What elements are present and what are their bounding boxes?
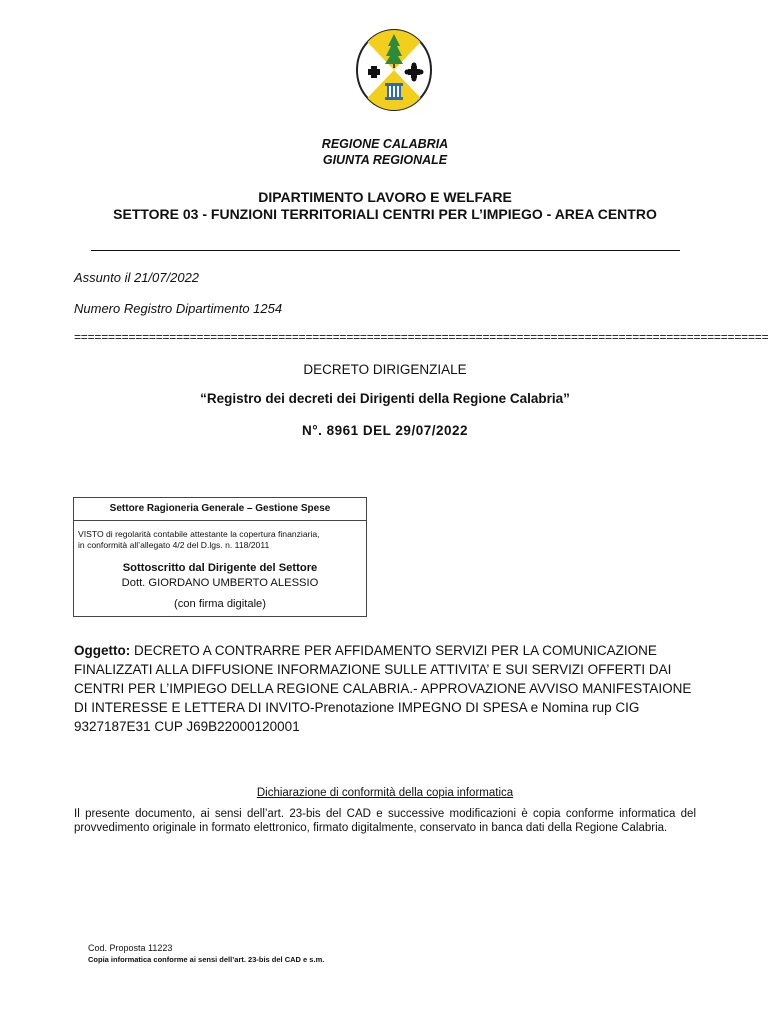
subject-paragraph [74, 641, 698, 736]
region-name: REGIONE CALABRIA [321, 137, 449, 151]
registro-number: Numero Registro Dipartimento 1254 [74, 301, 283, 316]
proposal-code: Cod. Proposta 11223 [88, 943, 173, 953]
declaration-text: Il presente documento, ai sensi dell’art. 23-bis del CAD e successive modificazioni è copia conforme informatica del provvedimento originale in formato elettronico, firmato digitalmente, conservato in banca dati della Regione Calabria. [74, 808, 696, 834]
decree-type: DECRETO DIRIGENZIALE [303, 362, 467, 377]
decree-registry: “Registro dei decreti dei Dirigenti della Regione Calabria” [200, 391, 570, 406]
header-divider [91, 250, 680, 251]
separator-line: ====================================================================================================== [74, 330, 769, 344]
copy-conformity-note: Copia informatica conforme ai sensi dell’art. 23-bis del CAD e s.m. [88, 955, 325, 964]
subject-label: Oggetto: [74, 643, 131, 658]
decree-number: N°. 8961 DEL 29/07/2022 [301, 423, 468, 438]
visto-line-1: VISTO di regolarità contabile attestante la copertura finanziaria, [78, 529, 320, 539]
accounting-box-title: Settore Ragioneria Generale – Gestione Spese [109, 503, 331, 514]
accounting-box [73, 497, 367, 617]
assunto-date: Assunto il 21/07/2022 [74, 270, 200, 285]
regione-calabria-emblem [354, 28, 434, 112]
declaration-title: Dichiarazione di conformità della copia informatica [256, 787, 514, 799]
department-title: DIPARTIMENTO LAVORO E WELFARE [258, 189, 512, 205]
accounting-box-divider [74, 520, 366, 521]
signer-name: Dott. GIORDANO UMBERTO ALESSIO [121, 577, 319, 589]
visto-line-2: in conformità all’allegato 4/2 del D.lgs. n. 118/2011 [78, 540, 270, 550]
accounting-visto [78, 529, 366, 551]
digital-signature-note: (con firma digitale) [173, 598, 267, 610]
giunta-name: GIUNTA REGIONALE [322, 153, 448, 167]
sector-title: SETTORE 03 - FUNZIONI TERRITORIALI CENTRI PER L’IMPIEGO - AREA CENTRO [113, 206, 657, 222]
subject-text: DECRETO A CONTRARRE PER AFFIDAMENTO SERVIZI PER LA COMUNICAZIONE FINALIZZATI ALLA DIFFUSIONE INFORMAZIONE SULLE ATTIVITA’ E SUI SERVIZI OFFERTI DAI CENTRI PER L’IMPIEGO DELLA REGIONE CALABRIA.- APPROVAZIONE AVVISO MANIFESTAIONE DI INTERESSE E LETTERA DI INVITO-Prenotazione IMPEGNO DI SPESA e Nomina rup CIG 9327187E31 CUP J69B22000120001 [74, 643, 692, 734]
signed-by: Sottoscritto dal Dirigente del Settore [122, 562, 318, 574]
